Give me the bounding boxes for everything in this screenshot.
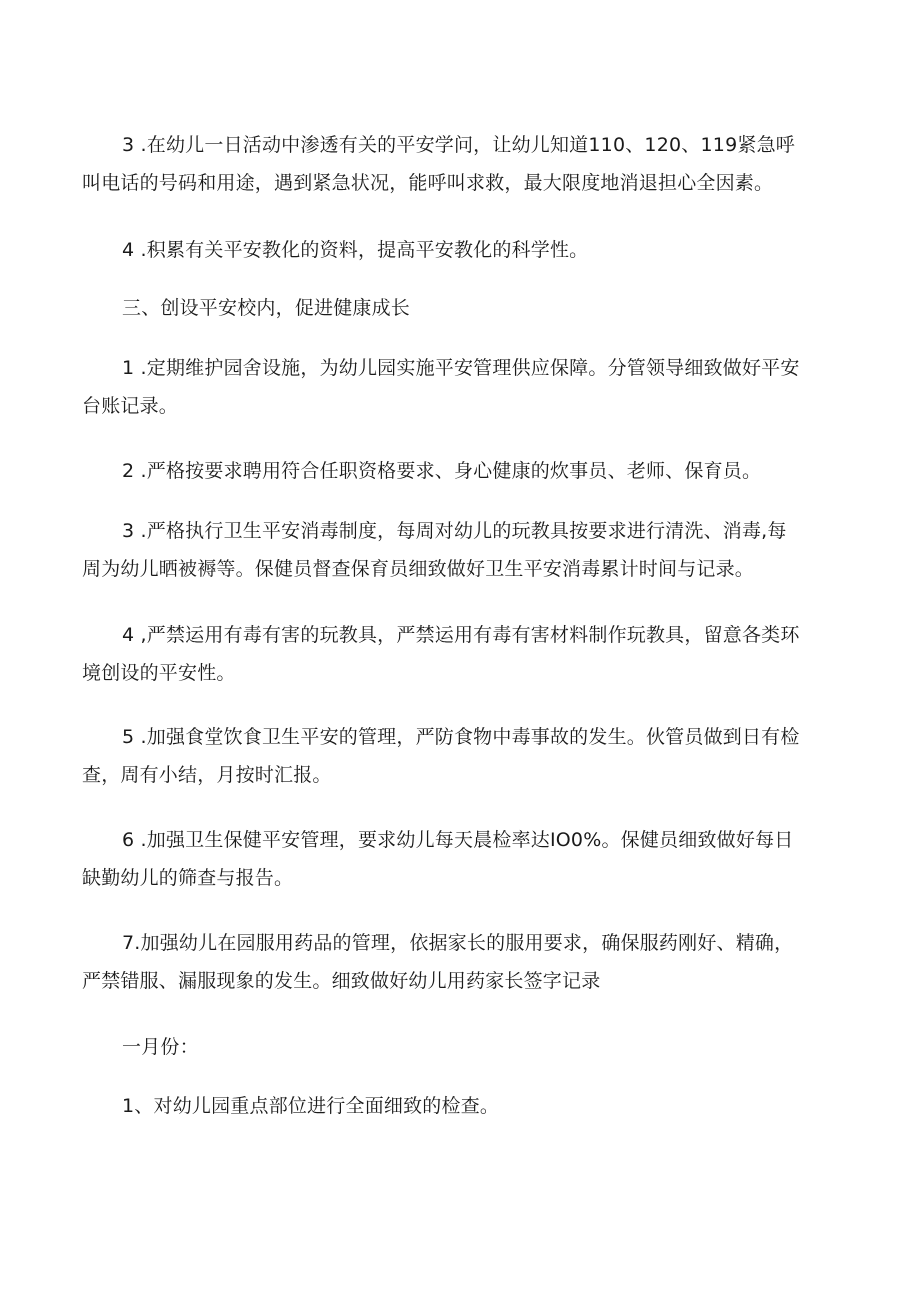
paragraph-line: 3 .严格执行卫生平安消毒制度，每周对幼儿的玩教具按要求进行清洗、消毒,每 xyxy=(122,520,787,542)
paragraph-line: 3 .在幼儿一日活动中渗透有关的平安学问，让幼儿知道110、120、119紧急呼 xyxy=(122,134,795,156)
paragraph-toys-safety xyxy=(82,616,842,692)
paragraph-line: 4 .积累有关平安教化的资料，提高平安教化的科学性。 xyxy=(122,239,589,261)
paragraph-facility-maintenance xyxy=(82,349,842,425)
paragraph-line: 台账记录。 xyxy=(82,395,179,417)
paragraph-staff-hiring xyxy=(82,452,842,490)
paragraph-line: 6 .加强卫生保健平安管理，要求幼儿每天晨检率达IO0%。保健员细致做好每日 xyxy=(122,829,794,851)
paragraph-line: 1、对幼儿园重点部位进行全面细致的检查。 xyxy=(122,1095,500,1117)
paragraph-line: 4 ,严禁运用有毒有害的玩教具，严禁运用有毒有害材料制作玩教具，留意各类环 xyxy=(122,624,800,646)
paragraph-line: 7.加强幼儿在园服用药品的管理，依据家长的服用要求，确保服药刚好、精确， xyxy=(122,932,794,954)
paragraph-emergency-numbers xyxy=(82,126,842,202)
paragraph-line: 2 .严格按要求聘用符合任职资格要求、身心健康的炊事员、老师、保育员。 xyxy=(122,460,762,482)
paragraph-medication xyxy=(82,924,842,1000)
paragraph-line: 5 .加强食堂饮食卫生平安的管理，严防食物中毒事故的发生。伙管员做到日有检 xyxy=(122,726,800,748)
paragraph-line: 周为幼儿晒被褥等。保健员督查保育员细致做好卫生平安消毒累计时间与记录。 xyxy=(82,558,755,580)
month-heading-text: 一月份： xyxy=(122,1036,199,1058)
paragraph-january-inspection xyxy=(82,1087,842,1125)
paragraph-line: 1 .定期维护园舍设施，为幼儿园实施平安管理供应保障。分管领导细致做好平安 xyxy=(122,357,800,379)
paragraph-line: 严禁错服、漏服现象的发生。细致做好幼儿用药家长签字记录 xyxy=(82,970,601,992)
paragraph-line: 查，周有小结，月按时汇报。 xyxy=(82,764,332,786)
month-heading-january xyxy=(82,1028,842,1066)
paragraph-canteen xyxy=(82,718,842,794)
paragraph-line: 缺勤幼儿的筛查与报告。 xyxy=(82,867,294,889)
paragraph-line: 境创设的平安性。 xyxy=(82,662,236,684)
paragraph-health-check xyxy=(82,821,842,897)
section-heading-3 xyxy=(82,289,842,327)
paragraph-safety-materials xyxy=(82,231,842,269)
section-heading-text: 三、创设平安校内，促进健康成长 xyxy=(122,297,411,319)
paragraph-disinfection xyxy=(82,512,842,588)
paragraph-line: 叫电话的号码和用途，遇到紧急状况，能呼叫求救，最大限度地消退担心全因素。 xyxy=(82,172,774,194)
